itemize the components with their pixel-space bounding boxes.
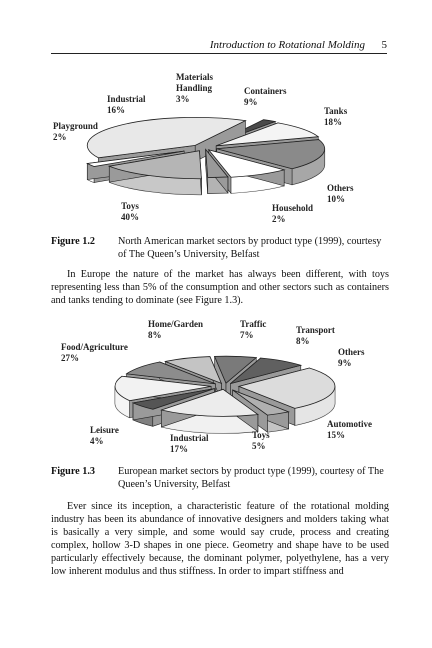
fig1-3-label-automotive: Automotive 15% — [327, 419, 372, 440]
fig1-2-label-others: Others 10% — [327, 183, 354, 204]
fig1-2-label-playground: Playground 2% — [53, 121, 98, 142]
fig1-2-label-materials-handling: Materials Handling 3% — [176, 72, 213, 104]
page-number: 5 — [381, 39, 387, 51]
fig1-2-label-industrial: Industrial 16% — [107, 94, 146, 115]
fig1-2-label-toys: Toys 40% — [121, 201, 139, 222]
fig1-3-label-industrial: Industrial 17% — [170, 433, 209, 454]
figure-1-3-number: Figure 1.3 — [51, 466, 95, 477]
fig1-3-label-transport: Transport 8% — [296, 325, 335, 346]
fig1-3-label-toys: Toys 5% — [252, 430, 270, 451]
paragraph-europe-market: In Europe the nature of the market has always been different, with toys representing less than 5% of the consumption and other sectors such as containers and tanks tending to dominate (see Figure 1.3). — [51, 269, 389, 306]
fig1-2-label-containers: Containers 9% — [244, 86, 287, 107]
running-header — [51, 39, 387, 54]
paragraph-design-innovation: Ever since its inception, a characteristic feature of the rotational molding industry has been its abundance of innovative designers and molders taking what is basically a very simple, and some would say crude, process and creating complex, hollow 3-D shapes in one piece. Geometry and shape have to be used particularly effectively because, the dominant polymer, polyethylene, has a very low inherent modulus and thus stiffness. In order to impart stiffness and — [51, 501, 389, 577]
fig1-3-label-others: Others 9% — [338, 347, 365, 368]
fig1-3-label-food-agriculture: Food/Agriculture 27% — [61, 342, 128, 363]
fig1-3-label-home-garden: Home/Garden 8% — [148, 319, 203, 340]
figure-1-2-caption-text: North American market sectors by product type (1999), courtesy of The Queen’s University, Belfast — [118, 236, 382, 260]
fig1-3-label-traffic: Traffic 7% — [240, 319, 267, 340]
fig1-3-label-leisure: Leisure 4% — [90, 425, 119, 446]
figure-1-2-pie-chart — [0, 66, 432, 232]
fig1-2-label-household: Household 2% — [272, 203, 314, 224]
figure-1-2-number: Figure 1.2 — [51, 236, 95, 247]
figure-1-3-caption — [51, 466, 389, 491]
running-title: Introduction to Rotational Molding — [209, 39, 365, 51]
figure-1-3-caption-text: European market sectors by product type (1999), courtesy of The Queen’s University, Belfast — [118, 466, 384, 490]
figure-1-2-caption — [51, 236, 389, 261]
figure-1-3-pie-chart — [0, 314, 432, 462]
fig1-2-label-tanks: Tanks 18% — [324, 106, 348, 127]
